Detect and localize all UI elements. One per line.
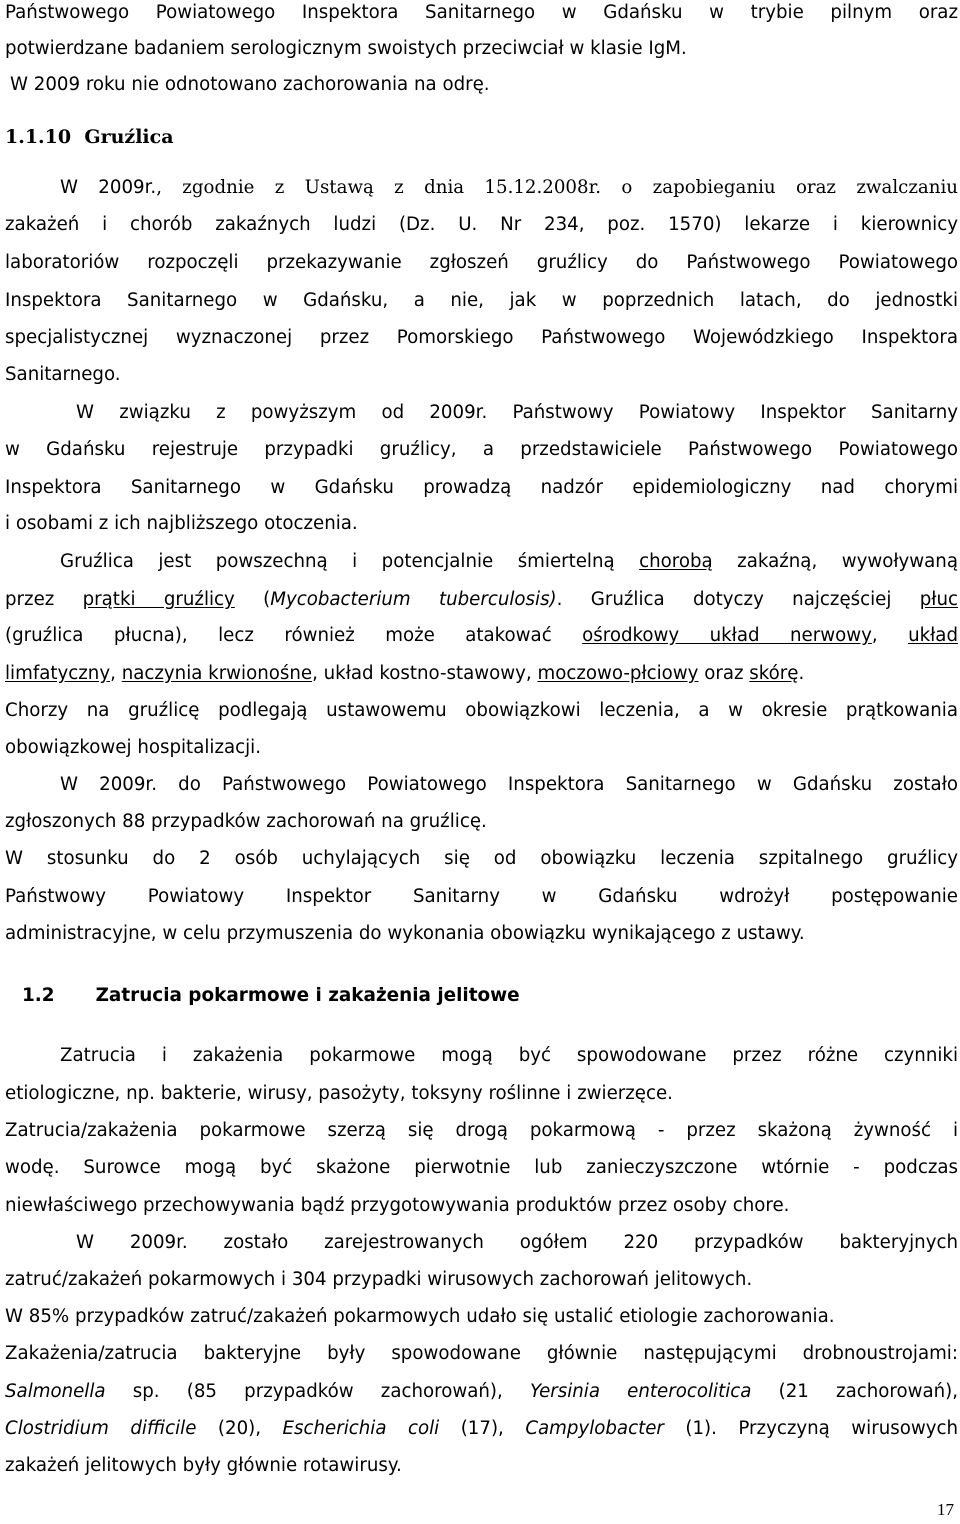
text-line: Zakażenia/zatrucia bakteryjne były spowodowane głównie następującymi drobnoustrojami: xyxy=(5,1343,958,1364)
text-line: Salmonella sp. (85 przypadków zachorowań), Yersinia enterocolitica (21 zachorowań), xyxy=(5,1381,958,1402)
text-line: i osobami z ich najbliższego otoczenia. xyxy=(5,513,358,534)
text-line: (gruźlica płucna), lecz również może atakować ośrodkowy układ nerwowy, układ xyxy=(5,625,958,646)
text-line: W stosunku do 2 osób uchylających się od obowiązku leczenia szpitalnego gruźlicy xyxy=(5,848,958,869)
section-title: Gruźlica xyxy=(84,126,174,148)
text-line: W 2009r. do Państwowego Powiatowego Inspektora Sanitarnego w Gdańsku zostało xyxy=(60,774,958,795)
text-line: Zatrucia i zakażenia pokarmowe mogą być spowodowane przez różne czynniki xyxy=(60,1045,958,1066)
text-line: wodę. Surowce mogą być skażone pierwotnie lub zanieczyszczone wtórnie - podczas xyxy=(5,1157,958,1178)
link-pratki-gruzlicy[interactable]: prątki gruźlicy xyxy=(82,589,235,610)
text-line: Chorzy na gruźlicę podlegają ustawowemu obowiązkowi leczenia, a w okresie prątkowania xyxy=(5,700,958,721)
section-title: Zatrucia pokarmowe i zakażenia jelitowe xyxy=(95,985,520,1006)
text-line: W 2009r., zgodnie z Ustawą z dnia 15.12.2008r. o zapobieganiu oraz zwalczaniu xyxy=(60,177,959,198)
text-line: niewłaściwego przechowywania bądź przygotowywania produktów przez osoby chore. xyxy=(5,1195,790,1216)
text-line: Clostridium difficile (20), Escherichia coli (17), Campylobacter (1). Przyczyną wirusowych xyxy=(5,1418,959,1439)
text-line: potwierdzane badaniem serologicznym swoistych przeciwciał w klasie IgM. xyxy=(5,38,687,59)
section-number: 1.1.10 xyxy=(5,126,72,148)
text-line: zgłoszonych 88 przypadków zachorowań na gruźlicę. xyxy=(5,811,487,832)
text-line: Inspektora Sanitarnego w Gdańsku prowadzą nadzór epidemiologiczny nad chorymi xyxy=(5,477,958,498)
text-line: zakażeń jelitowych były głównie rotawirusy. xyxy=(5,1455,402,1476)
text-line: obowiązkowej hospitalizacji. xyxy=(5,737,262,758)
link-uklad[interactable]: układ xyxy=(908,625,958,646)
section-heading xyxy=(22,983,960,1009)
text-line: W 2009 roku nie odnotowano zachorowania na odrę. xyxy=(10,74,490,95)
text-line: laboratoriów rozpoczęli przekazywanie zgłoszeń gruźlicy do Państwowego Powiatowego xyxy=(5,252,958,273)
text-line: W 85% przypadków zatruć/zakażeń pokarmowych udało się ustalić etiologie zachorowania. xyxy=(5,1306,835,1327)
text-line: administracyjne, w celu przymuszenia do wykonania obowiązku wynikającego z ustawy. xyxy=(5,923,805,944)
link-limfatyczny[interactable]: limfatyczny xyxy=(5,663,111,684)
page-number: 17 xyxy=(937,1500,954,1519)
link-choroba[interactable]: chorobą xyxy=(639,551,713,572)
text-line: w Gdańsku rejestruje przypadki gruźlicy, a przedstawiciele Państwowego Powiatowego xyxy=(5,439,958,460)
text-line: Inspektora Sanitarnego w Gdańsku, a nie, jak w poprzednich latach, do jednostki xyxy=(5,290,958,311)
text-line: W związku z powyższym od 2009r. Państwowy Powiatowy Inspektor Sanitarny xyxy=(76,402,958,423)
text-line: Państwowego Powiatowego Inspektora Sanitarnego w Gdańsku w trybie pilnym oraz xyxy=(5,2,958,23)
text-line: zakażeń i chorób zakaźnych ludzi (Dz. U. Nr 234, poz. 1570) lekarze i kierownicy xyxy=(5,214,958,235)
text-line: W 2009r. zostało zarejestrowanych ogółem 220 przypadków bakteryjnych xyxy=(76,1232,958,1253)
text-line: Gruźlica jest powszechną i potencjalnie śmiertelną chorobą zakaźną, wywoływaną xyxy=(60,551,958,572)
text-line: etiologiczne, np. bakterie, wirusy, pasożyty, toksyny roślinne i zwierzęce. xyxy=(5,1083,673,1104)
text-line: Zatrucia/zakażenia pokarmowe szerzą się drogą pokarmową - przez skażoną żywność i xyxy=(5,1120,958,1141)
text-line: Państwowy Powiatowy Inspektor Sanitarny w Gdańsku wdrożył postępowanie xyxy=(5,886,958,907)
link-moczowo-plciowy[interactable]: moczowo-płciowy xyxy=(537,663,699,684)
section-number: 1.2 xyxy=(22,985,55,1006)
text-line: zatruć/zakażeń pokarmowych i 304 przypadki wirusowych zachorowań jelitowych. xyxy=(5,1269,753,1290)
text-line: limfatyczny, naczynia krwionośne, układ kostno-stawowy, moczowo-płciowy oraz skórę. xyxy=(5,663,805,684)
section-heading xyxy=(5,124,958,150)
link-osrodkowy-uklad-nerwowy[interactable]: ośrodkowy układ nerwowy xyxy=(582,625,872,646)
link-pluc[interactable]: płuc xyxy=(919,589,958,610)
link-skore[interactable]: skórę xyxy=(749,663,799,684)
text-line: specjalistycznej wyznaczonej przez Pomorskiego Państwowego Wojewódzkiego Inspektora xyxy=(5,327,958,348)
text-line: Sanitarnego. xyxy=(5,364,121,385)
link-naczynia-krwionosne[interactable]: naczynia krwionośne xyxy=(121,663,313,684)
text-line: przez prątki gruźlicy (Mycobacterium tuberculosis). Gruźlica dotyczy najczęściej płuc xyxy=(5,589,958,610)
